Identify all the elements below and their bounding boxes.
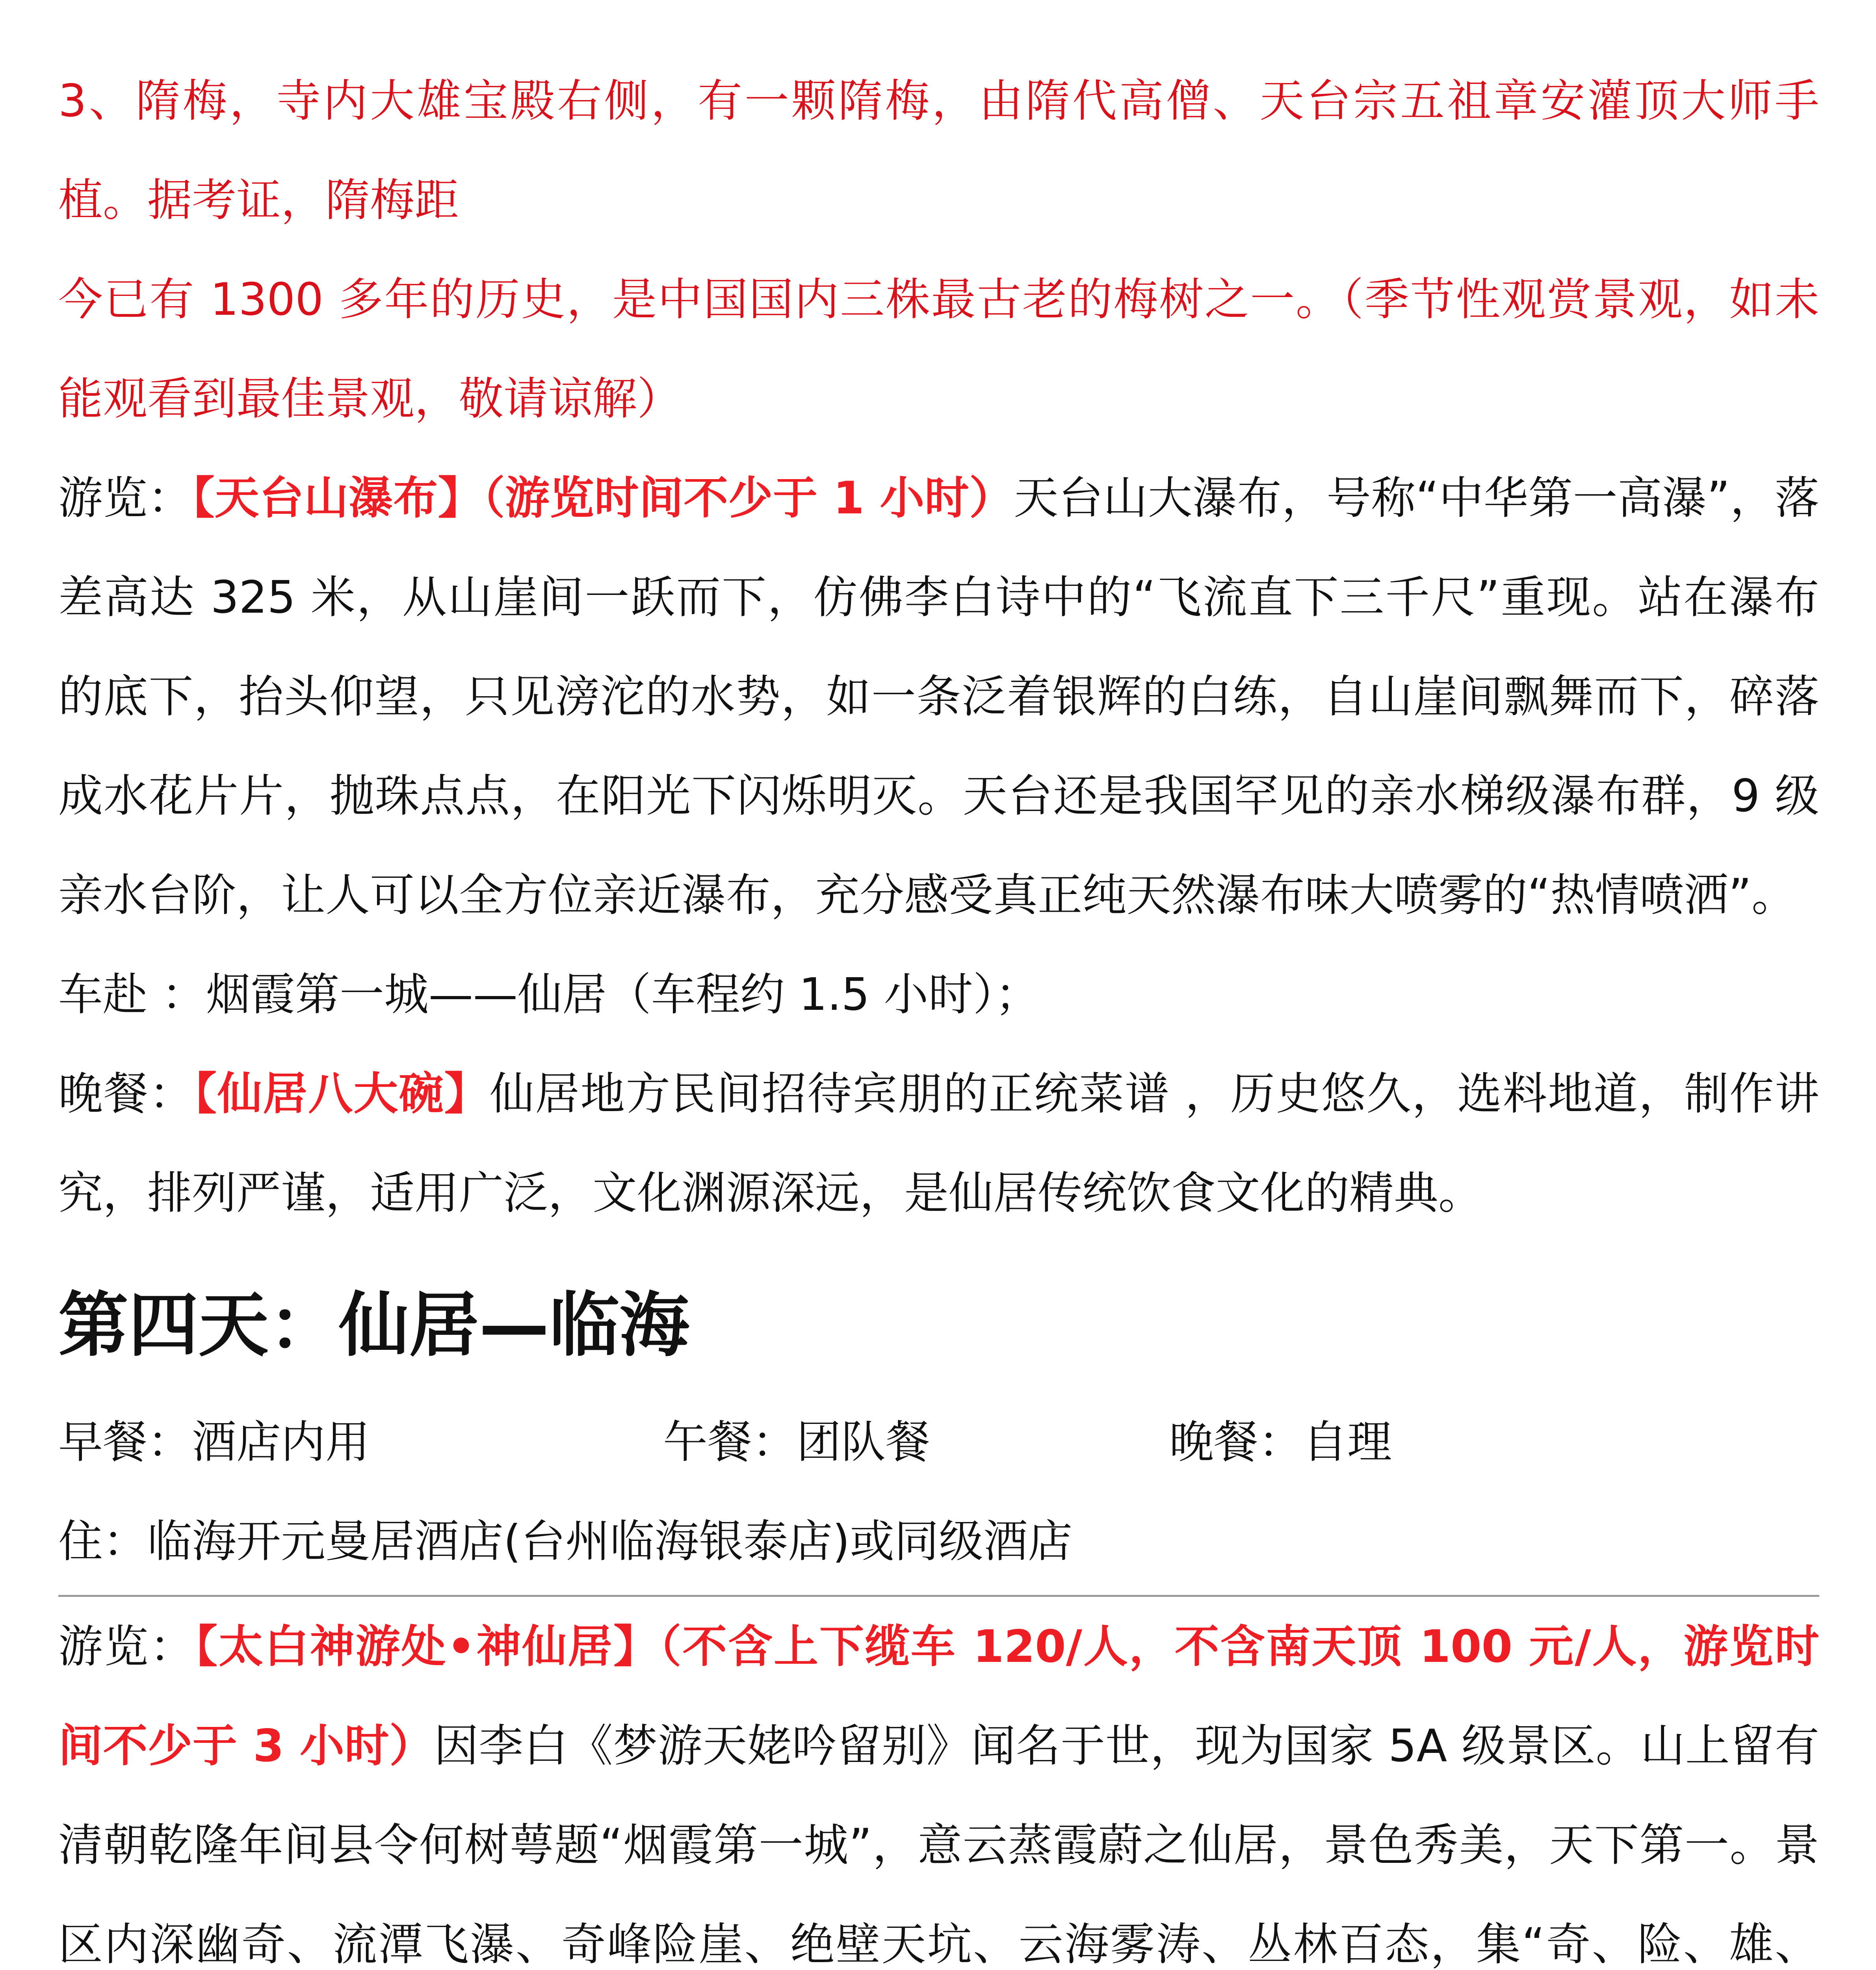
shenxianju-note: （不含上下缆车 120/人，不含南天顶 100 元/人，游览时间不少于 3 小时） bbox=[58, 1621, 1819, 1772]
supper-info: 晚餐：自理 bbox=[1169, 1416, 1392, 1468]
transfer-line bbox=[58, 945, 1819, 1044]
waterfall-paragraph bbox=[58, 448, 1819, 945]
transfer-text: 车赴 ：烟霞第一城——仙居（车程约 1.5 小时）； bbox=[58, 968, 1040, 1020]
day4-meals-row bbox=[58, 1392, 1819, 1492]
day4-heading: 第四天：仙居—临海 bbox=[58, 1284, 689, 1366]
sui-plum-text: 3、隋梅，寺内大雄宝殿右侧，有一颗隋梅，由隋代高僧、天台宗五祖章安灌顶大师手植。据考证，隋梅距 bbox=[58, 75, 1819, 226]
dinner-prefix: 晚餐： bbox=[58, 1068, 195, 1120]
waterfall-prefix: 游览： bbox=[58, 472, 193, 524]
sui-plum-history-text: 今已有 1300 多年的历史，是中国国内三株最古老的梅树之一。（季节性观赏景观，如未能观看到最佳景观，敬请谅解） bbox=[58, 273, 1819, 425]
waterfall-title: 【天台山瀑布】 bbox=[192, 472, 483, 524]
document-content bbox=[58, 51, 1819, 1970]
breakfast-info: 早餐：酒店内用 bbox=[58, 1416, 370, 1468]
dinner-description: 仙居地方民间招待宾朋的正统菜谱 ，历史悠久，选料地道，制作讲究，排列严谨，适用广泛，文化渊源深远，是仙居传统饮食文化的精典。 bbox=[58, 1068, 1820, 1219]
shenxianju-title: 【太白神游处•神仙居】 bbox=[195, 1621, 659, 1673]
waterfall-description: 天台山大瀑布，号称“中华第一高瀑”，落差高达 325 米，从山崖间一跃而下，仿佛李白诗中的“飞流直下三千尺”重现。站在瀑布的底下，抬头仰望，只见滂沱的水势，如一条泛着银辉的白练，自山崖间飘舞而下，碎落成水花片片，抛珠点点，在阳光下闪烁明灭。天台还是我国罕见的亲水梯级瀑布群，9 级亲水台阶，让人可以全方位亲近瀑布，充分感受真正纯天然瀑布味大喷雾的“热情喷洒”。 bbox=[58, 472, 1820, 921]
shenxianju-description: 因李白《梦游天姥吟留别》闻名于世，现为国家 5A 级景区。山上留有清朝乾隆年间县令何树萼题“烟霞第一城”，意云蒸霞蔚之仙居，景色秀美，天下第一。景区内深幽奇、流潭飞瀑、奇峰险崖、绝壁天坑、云海雾涛、丛林百态，集“奇、险、雄、 bbox=[58, 1720, 1819, 1970]
shenxianju-prefix: 游览： bbox=[58, 1621, 195, 1673]
dinner-paragraph bbox=[58, 1044, 1819, 1243]
waterfall-duration: （游览时间不少于 1 小时） bbox=[483, 472, 1014, 524]
lunch-info: 午餐：团队餐 bbox=[663, 1416, 930, 1468]
dinner-title: 【仙居八大碗】 bbox=[194, 1068, 490, 1120]
day4-hotel: 住：临海开元曼居酒店(台州临海银泰店)或同级酒店 bbox=[58, 1492, 1819, 1597]
sui-plum-history-paragraph bbox=[58, 250, 1819, 448]
sui-plum-paragraph bbox=[58, 51, 1819, 250]
shenxianju-paragraph bbox=[58, 1597, 1819, 1970]
